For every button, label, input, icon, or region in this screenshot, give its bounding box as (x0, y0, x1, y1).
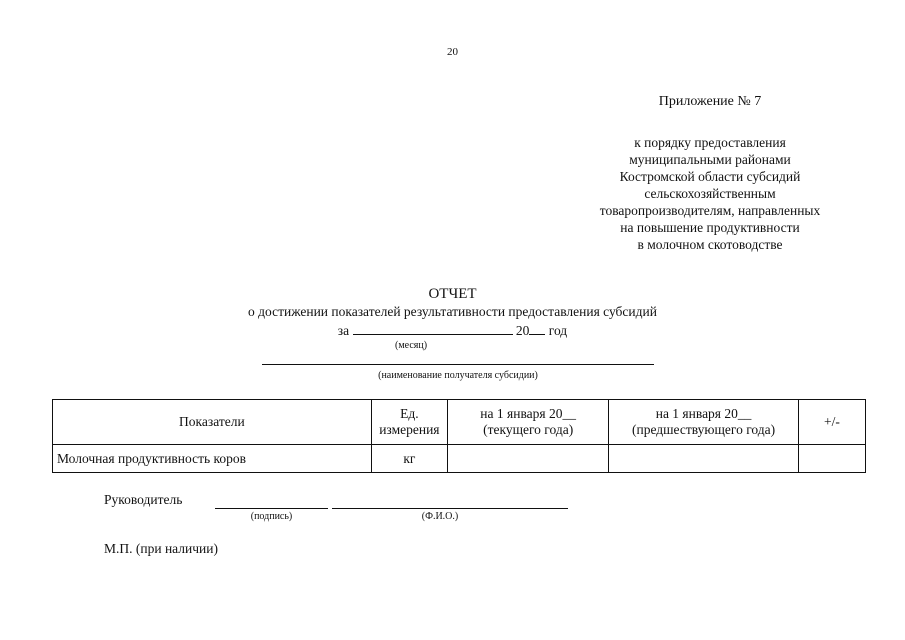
report-title: ОТЧЕТ (428, 286, 477, 302)
header-current-year: на 1 января 20__ (текущего года) (447, 400, 608, 445)
signature-blank-field[interactable] (215, 508, 328, 509)
indicators-table (52, 399, 866, 473)
recipient-caption: (наименование получателя субсидии) (378, 370, 538, 381)
appendix-title: Приложение № 7 (658, 94, 762, 109)
header-indicators: Показатели (53, 400, 372, 445)
seal-label: М.П. (при наличии) (104, 541, 218, 556)
header-difference: +/- (798, 400, 865, 445)
year-blank-field[interactable] (529, 322, 545, 335)
month-blank-field[interactable] (353, 322, 513, 335)
appendix-line: к порядку предоставления (634, 135, 786, 150)
full-name-caption: (Ф.И.О.) (421, 511, 459, 522)
signature-caption: (подпись) (250, 511, 293, 522)
header-unit: Ед. измерения (371, 400, 447, 445)
header-previous-year: на 1 января 20__ (предшествующего года) (609, 400, 798, 445)
page-number: 20 (447, 46, 458, 58)
year-prefix: 20 (515, 323, 530, 338)
cell-unit: кг (371, 445, 447, 473)
appendix-line: на повышение продуктивности (620, 220, 800, 235)
cell-difference-value[interactable] (798, 445, 865, 473)
cell-current-year-value[interactable] (447, 445, 608, 473)
table-row (53, 445, 866, 473)
appendix-text (580, 134, 840, 253)
appendix-line: товаропроизводителям, направленных (599, 203, 821, 218)
period-prefix: за (337, 323, 350, 338)
appendix-line: сельскохозяйственным (644, 186, 776, 201)
full-name-blank-field[interactable] (332, 508, 568, 509)
appendix-line: Костромской области субсидий (619, 169, 801, 184)
table-header-row (53, 400, 866, 445)
report-subtitle: о достижении показателей результативности предоставления субсидий (248, 304, 657, 319)
cell-previous-year-value[interactable] (609, 445, 798, 473)
cell-indicator-name: Молочная продуктивность коров (53, 445, 372, 473)
year-suffix: год (548, 323, 568, 338)
recipient-blank-field[interactable] (262, 364, 654, 365)
head-label: Руководитель (104, 492, 183, 507)
month-caption: (месяц) (395, 340, 428, 351)
report-period (0, 322, 905, 339)
appendix-line: муниципальными районами (629, 152, 791, 167)
appendix-line: в молочном скотоводстве (637, 237, 783, 252)
